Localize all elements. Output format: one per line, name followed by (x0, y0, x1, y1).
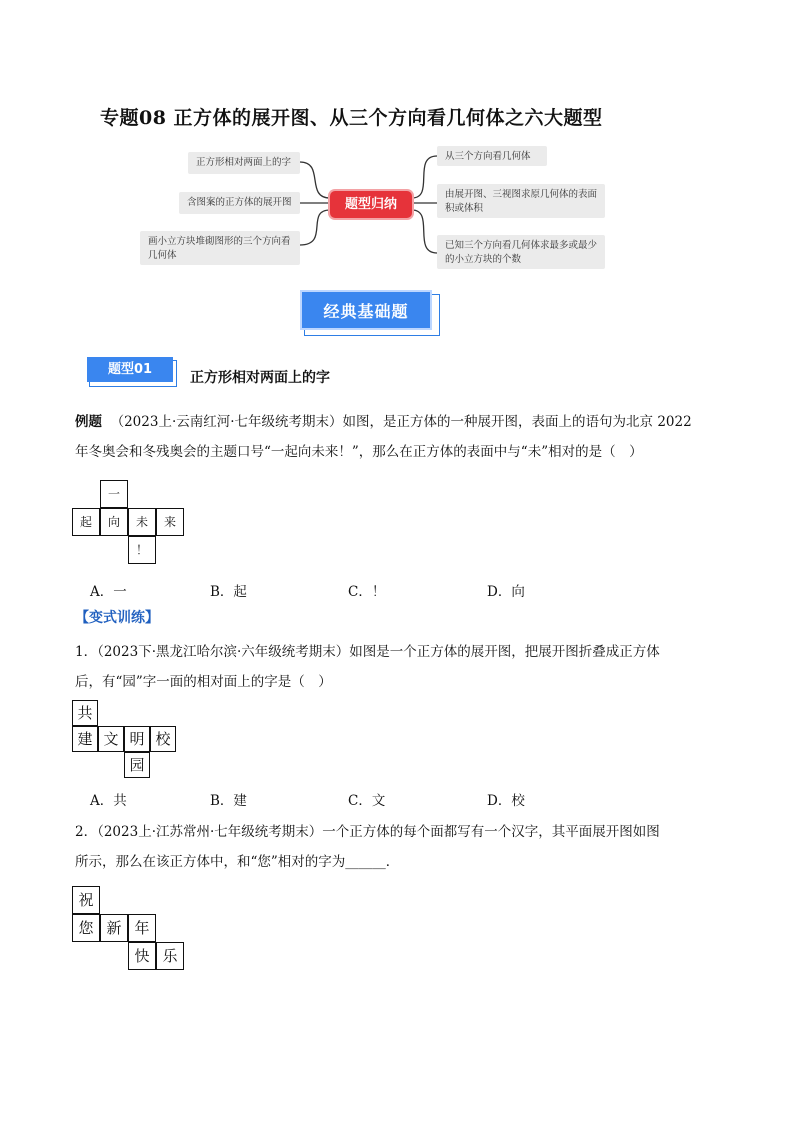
mindmap-left-1: 正方形相对两面上的字 (188, 152, 300, 174)
variant-label: 【变式训练】 (75, 610, 159, 626)
example-line-1 (75, 412, 692, 432)
q2-line-1: 2．（2023上·江苏常州·七年级统考期末）一个正方体的每个面都写有一个汉字，其平面展开图如图 (75, 824, 660, 840)
net-cell: 乐 (156, 942, 184, 970)
net-cell: 未 (128, 508, 156, 536)
net-cell: 新 (100, 914, 128, 942)
q2-line-2: 所示，那么在该正方体中，和“您”相对的字为______． (75, 854, 400, 870)
example-option-b: B．起 (210, 584, 247, 600)
net-cell: 快 (128, 942, 156, 970)
q1-line-1: 1．（2023下·黑龙江哈尔滨·六年级统考期末）如图是一个正方体的展开图，把展开图折叠成正方体 (75, 644, 660, 660)
mindmap-right-1: 从三个方向看几何体 (437, 146, 547, 166)
q1-option-b: B．建 (210, 793, 247, 809)
net-cell: 您 (72, 914, 100, 942)
net-cell: 年 (128, 914, 156, 942)
section-tag (87, 357, 177, 387)
q1-option-c: C．文 (348, 793, 386, 809)
net-cell: 文 (98, 726, 124, 752)
q1-line-2: 后，有“园”字一面的相对面上的字是（ ） (75, 674, 332, 690)
mindmap-right-2: 由展开图、三视图求原几何体的表面积或体积 (437, 184, 605, 218)
net-cell: 来 (156, 508, 184, 536)
example-option-d: D．向 (487, 584, 525, 600)
mindmap-left-3: 画小立方块堆砌图形的三个方向看几何体 (140, 231, 300, 265)
net-cell: 祝 (72, 886, 100, 914)
mindmap-right-3: 已知三个方向看几何体求最多或最少的小立方块的个数 (437, 235, 605, 269)
section-banner (300, 290, 440, 336)
mindmap-connectors (0, 0, 794, 300)
net-cell: 明 (124, 726, 150, 752)
banner-label: 经典基础题 (300, 290, 432, 330)
net-cell: 起 (72, 508, 100, 536)
net-cell: 共 (72, 700, 98, 726)
net-cell: 一 (100, 480, 128, 508)
q1-option-d: D．校 (487, 793, 525, 809)
page-title: 专题08 正方体的展开图、从三个方向看几何体之六大题型 (100, 107, 603, 129)
net-cell: 建 (72, 726, 98, 752)
example-option-c: C．！ (348, 584, 386, 600)
net-cell: 园 (124, 752, 150, 778)
example-option-a: A．一 (90, 584, 127, 600)
q1-option-a: A．共 (90, 793, 127, 809)
net-cell: ！ (128, 536, 156, 564)
section-title: 正方形相对两面上的字 (190, 370, 330, 386)
mindmap-center: 题型归纳 (330, 191, 412, 218)
section-tag-label: 题型01 (87, 357, 173, 382)
mindmap-left-2: 含图案的正方体的展开图 (179, 192, 300, 214)
example-label: 例题 (75, 414, 102, 430)
net-cell: 校 (150, 726, 176, 752)
example-line-2: 年冬奥会和冬残奥会的主题口号“一起向未来！”，那么在正方体的表面中与“未”相对的是（ ） (75, 444, 643, 460)
example-text-1: （2023上·云南红河·七年级统考期末）如图，是正方体的一种展开图，表面上的语句为北京 2022 (110, 414, 692, 430)
net-cell: 向 (100, 508, 128, 536)
